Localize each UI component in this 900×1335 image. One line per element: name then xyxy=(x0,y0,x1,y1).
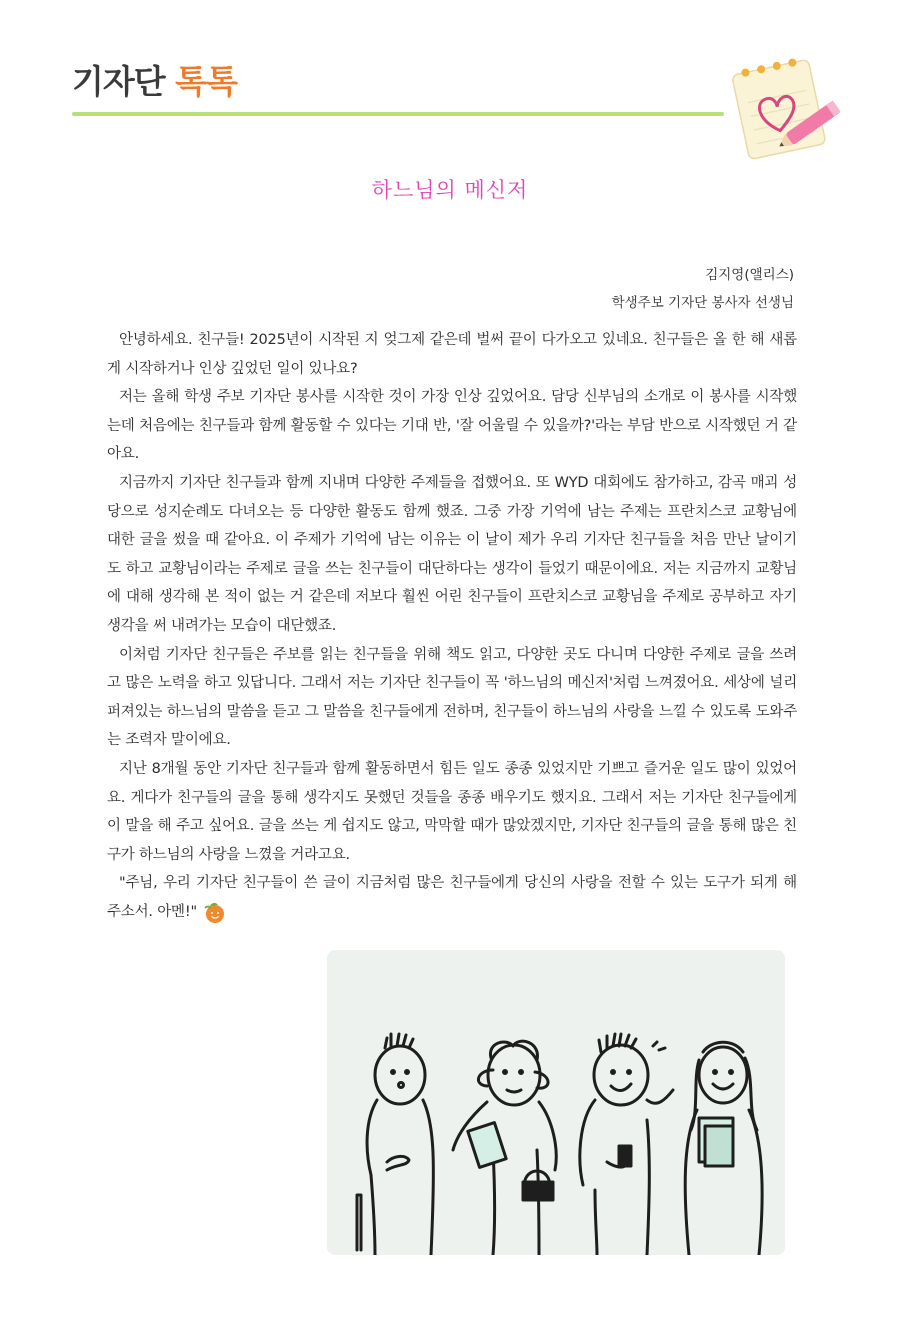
paragraph: 안녕하세요. 친구들! 2025년이 시작된 지 엊그제 같은데 벌써 끝이 다가오고 있네요. 친구들은 올 한 해 새롭게 시작하거나 인상 깊었던 일이 있나요? xyxy=(107,332,797,377)
article-title: 하느님의 메신저 xyxy=(371,178,529,202)
author-name: 김지영(앨리스) xyxy=(705,267,794,283)
author-role: 학생주보 기자단 봉사자 선생님 xyxy=(611,295,794,311)
paragraph-last-text: "주님, 우리 기자단 친구들이 쓴 글이 지금처럼 많은 친구들에게 당신의 사랑을 전할 수 있는 도구가 되게 해 주소서. 아멘!" xyxy=(107,875,797,920)
article-body xyxy=(107,326,797,926)
paragraph: 이처럼 기자단 친구들은 주보를 읽는 친구들을 위해 책도 읽고, 다양한 곳도 다니며 다양한 주제로 글을 쓰려고 많은 노력을 하고 있답니다. 그래서 저는 기자단 친구들이 꼭 '하느님의 메신저'처럼 느껴졌어요. 세상에 널리 퍼져있는 하느님의 말씀을 듣고 그 말씀을 친구들에게 전하며, 친구들이 하느님의 사랑을 느낄 수 있도록 도와주는 조력자 말이에요. xyxy=(107,646,797,749)
four-friends-drawing-illustration xyxy=(327,950,785,1255)
smiling-tomato-end-icon xyxy=(201,900,227,924)
section-title-accent: 톡톡 xyxy=(175,62,237,101)
paragraph: 지난 8개월 동안 기자단 친구들과 함께 활동하면서 힘든 일도 종종 있었지만 기쁘고 즐거운 일도 많이 있었어요. 게다가 친구들의 글을 통해 생각지도 못했던 것들을 종종 배우기도 했지요. 그래서 저는 기자단 친구들에게 이 말을 해 주고 싶어요. 글을 쓰는 게 쉽지도 않고, 막막할 때가 많았겠지만, 기자단 친구들의 글을 통해 많은 친구가 하느님의 사랑을 느꼈을 거라고요. xyxy=(107,760,797,863)
friend-3-figure xyxy=(580,1034,673,1255)
notepad-heart-pencil-icon xyxy=(726,52,846,162)
paragraph-last xyxy=(107,869,797,926)
friend-2-figure xyxy=(453,1041,556,1255)
friend-4-figure xyxy=(685,1042,762,1255)
section-title-main: 기자단 xyxy=(72,62,165,101)
paragraph: 지금까지 기자단 친구들과 함께 지내며 다양한 주제들을 접했어요. 또 WYD 대회에도 참가하고, 감곡 매괴 성당으로 성지순례도 다녀오는 등 다양한 활동도 함께 했죠. 그중 가장 기억에 남는 주제는 프란치스코 교황님에 대한 글을 썼을 때 같아요. 이 주제가 기억에 남는 이유는 이 날이 제가 우리 기자단 친구들을 처음 만난 날이기도 하고 교황님이라는 주제로 글을 쓰는 친구들이 대단하다는 생각이 들었기 때문이에요. 저는 지금까지 교황님에 대해 생각해 본 적이 없는 거 같은데 저보다 훨씬 어린 친구들이 프란치스코 교황님을 주제로 공부하고 자기 생각을 써 내려가는 모습이 대단했죠. xyxy=(107,474,797,634)
friends-drawing xyxy=(327,950,785,1255)
paragraph: 저는 올해 학생 주보 기자단 봉사를 시작한 것이 가장 인상 깊었어요. 담당 신부님의 소개로 이 봉사를 시작했는데 처음에는 친구들과 함께 활동할 수 있다는 기대 반, '잘 어울릴 수 있을까?'라는 부담 반으로 시작했던 거 같아요. xyxy=(107,389,797,463)
header-divider xyxy=(72,112,724,116)
section-header xyxy=(72,60,732,104)
section-title xyxy=(72,60,732,104)
friend-1-figure xyxy=(357,1034,433,1255)
byline xyxy=(612,261,794,317)
